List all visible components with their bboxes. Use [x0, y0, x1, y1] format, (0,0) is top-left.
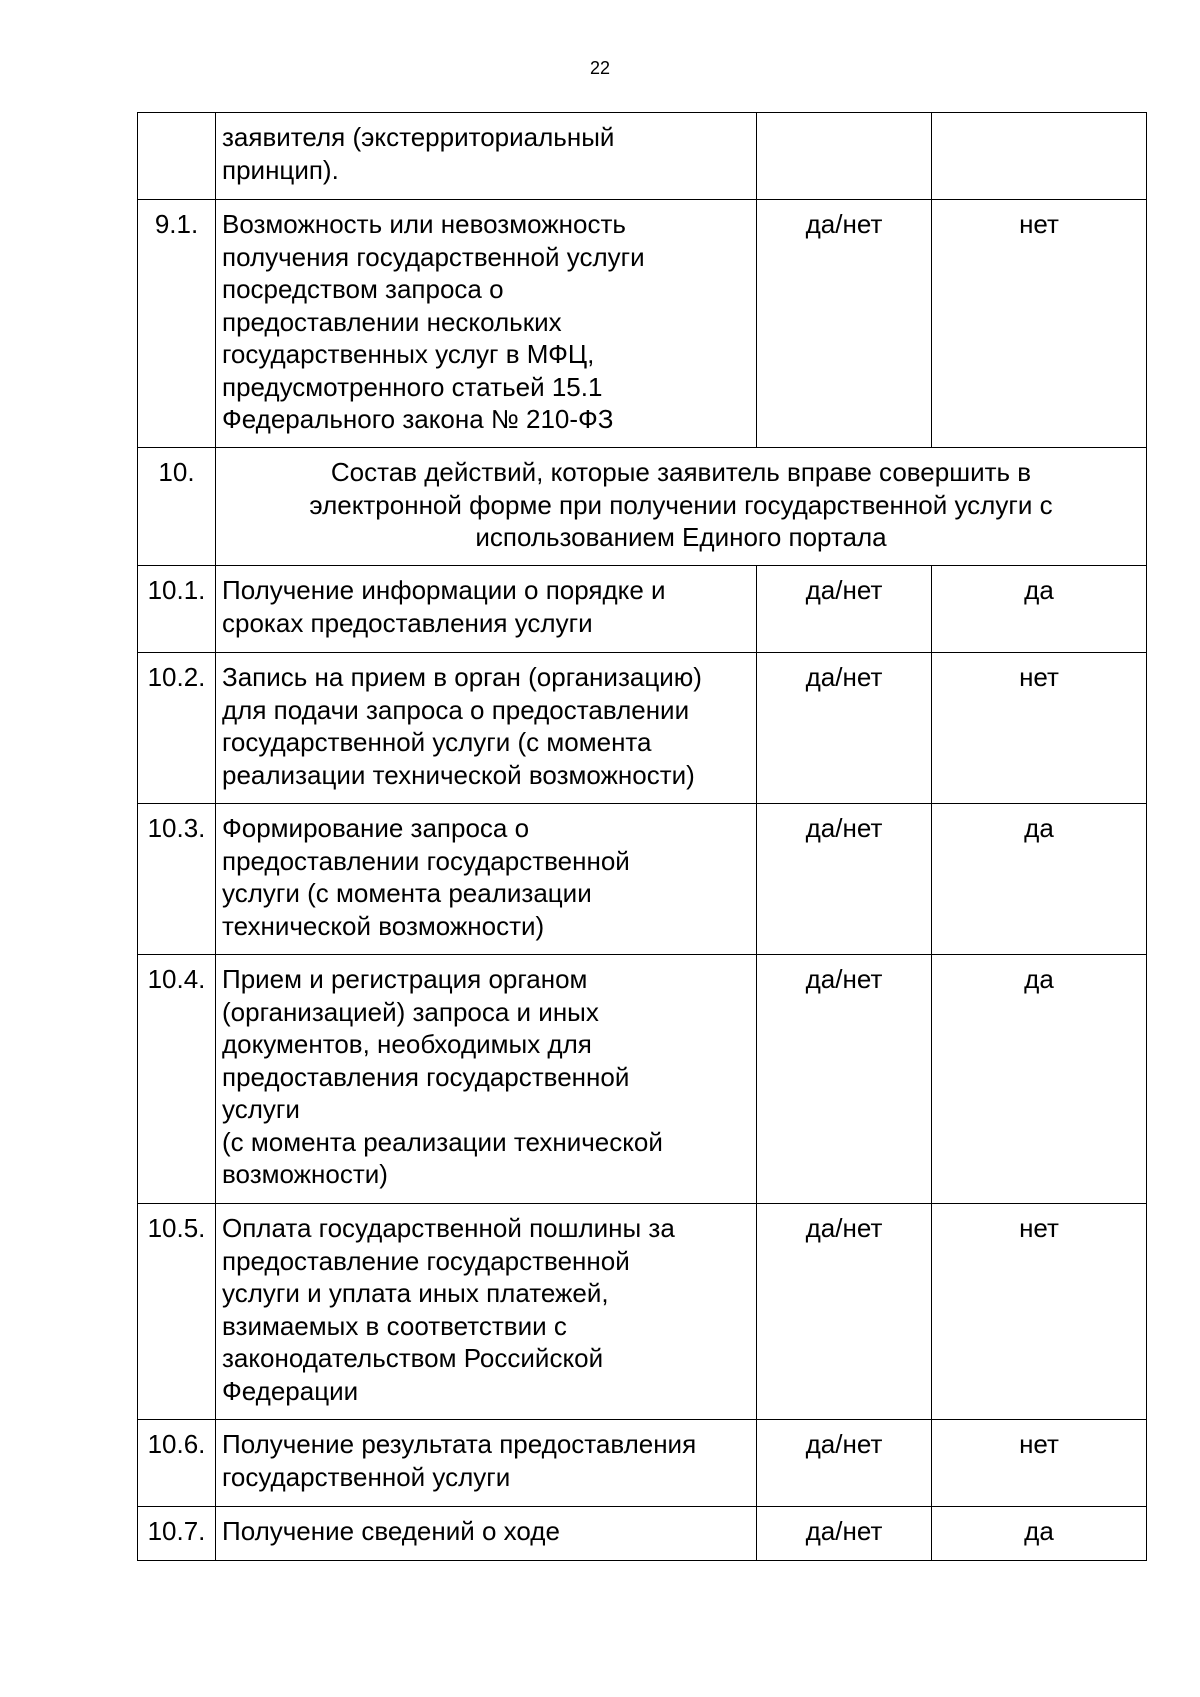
row-value: [932, 113, 1147, 200]
row-option: [757, 113, 932, 200]
row-description: [216, 1204, 757, 1420]
row-description-text: Формирование запроса о предоставлении государственной услуги (с момента реализации технической возможности): [222, 813, 630, 941]
table-row: [138, 566, 1147, 653]
row-number: 10.1.: [138, 566, 216, 653]
table-row: [138, 955, 1147, 1204]
row-option: да/нет: [757, 1420, 932, 1507]
row-option: да/нет: [757, 955, 932, 1204]
row-option: да/нет: [757, 1204, 932, 1420]
page-number: 22: [589, 58, 611, 78]
section-title: [216, 448, 1147, 566]
row-number: 10.2.: [138, 653, 216, 804]
row-description-text: заявителя (экстерриториальный принцип).: [222, 122, 615, 185]
row-description-text: Прием и регистрация органом (организацией) запроса и иных документов, необходимых для предоставления государственной услуги (с момента реализации технической возможности): [222, 964, 663, 1189]
table-row: [138, 113, 1147, 200]
section-title-text: Состав действий, которые заявитель вправе совершить в электронной форме при получении государственной услуги с использованием Единого портала: [309, 457, 1053, 552]
row-description: [216, 1507, 757, 1561]
row-description-text: Получение сведений о ходе: [222, 1516, 560, 1546]
row-description: [216, 566, 757, 653]
row-description: [216, 200, 757, 448]
row-description-text: Запись на прием в орган (организацию) для подачи запроса о предоставлении государственной услуги (с момента реализации технической возможности): [222, 662, 702, 790]
row-option: да/нет: [757, 566, 932, 653]
row-description: [216, 113, 757, 200]
section-number: 10.: [138, 448, 216, 566]
row-number: 10.7.: [138, 1507, 216, 1561]
row-option: да/нет: [757, 1507, 932, 1561]
row-description: [216, 955, 757, 1204]
row-value: да: [932, 955, 1147, 1204]
row-description: [216, 804, 757, 955]
table-row: [138, 1507, 1147, 1561]
row-description: [216, 653, 757, 804]
row-value: нет: [932, 1204, 1147, 1420]
section-row: [138, 448, 1147, 566]
row-number: 10.3.: [138, 804, 216, 955]
row-number: 10.4.: [138, 955, 216, 1204]
row-description: [216, 1420, 757, 1507]
row-number: [138, 113, 216, 200]
row-value: да: [932, 804, 1147, 955]
row-option: да/нет: [757, 653, 932, 804]
row-description-text: Получение информации о порядке и сроках предоставления услуги: [222, 575, 666, 638]
table-row: [138, 200, 1147, 448]
row-value: нет: [932, 653, 1147, 804]
row-number: 9.1.: [138, 200, 216, 448]
row-value: нет: [932, 200, 1147, 448]
row-value: да: [932, 566, 1147, 653]
row-value: нет: [932, 1420, 1147, 1507]
row-value: да: [932, 1507, 1147, 1561]
row-description-text: Оплата государственной пошлины за предоставление государственной услуги и уплата иных платежей, взимаемых в соответствии с законодательством Российской Федерации: [222, 1213, 675, 1406]
row-option: да/нет: [757, 200, 932, 448]
row-description-text: Возможность или невозможность получения государственной услуги посредством запроса о предоставлении нескольких государственных услуг в МФЦ, предусмотренного статьей 15.1 Федерального закона № 210-ФЗ: [222, 209, 645, 434]
row-number: 10.5.: [138, 1204, 216, 1420]
table-row: [138, 1204, 1147, 1420]
row-number: 10.6.: [138, 1420, 216, 1507]
services-table: [137, 112, 1147, 1561]
table-row: [138, 804, 1147, 955]
table-row: [138, 653, 1147, 804]
row-description-text: Получение результата предоставления государственной услуги: [222, 1429, 697, 1492]
table-row: [138, 1420, 1147, 1507]
row-option: да/нет: [757, 804, 932, 955]
